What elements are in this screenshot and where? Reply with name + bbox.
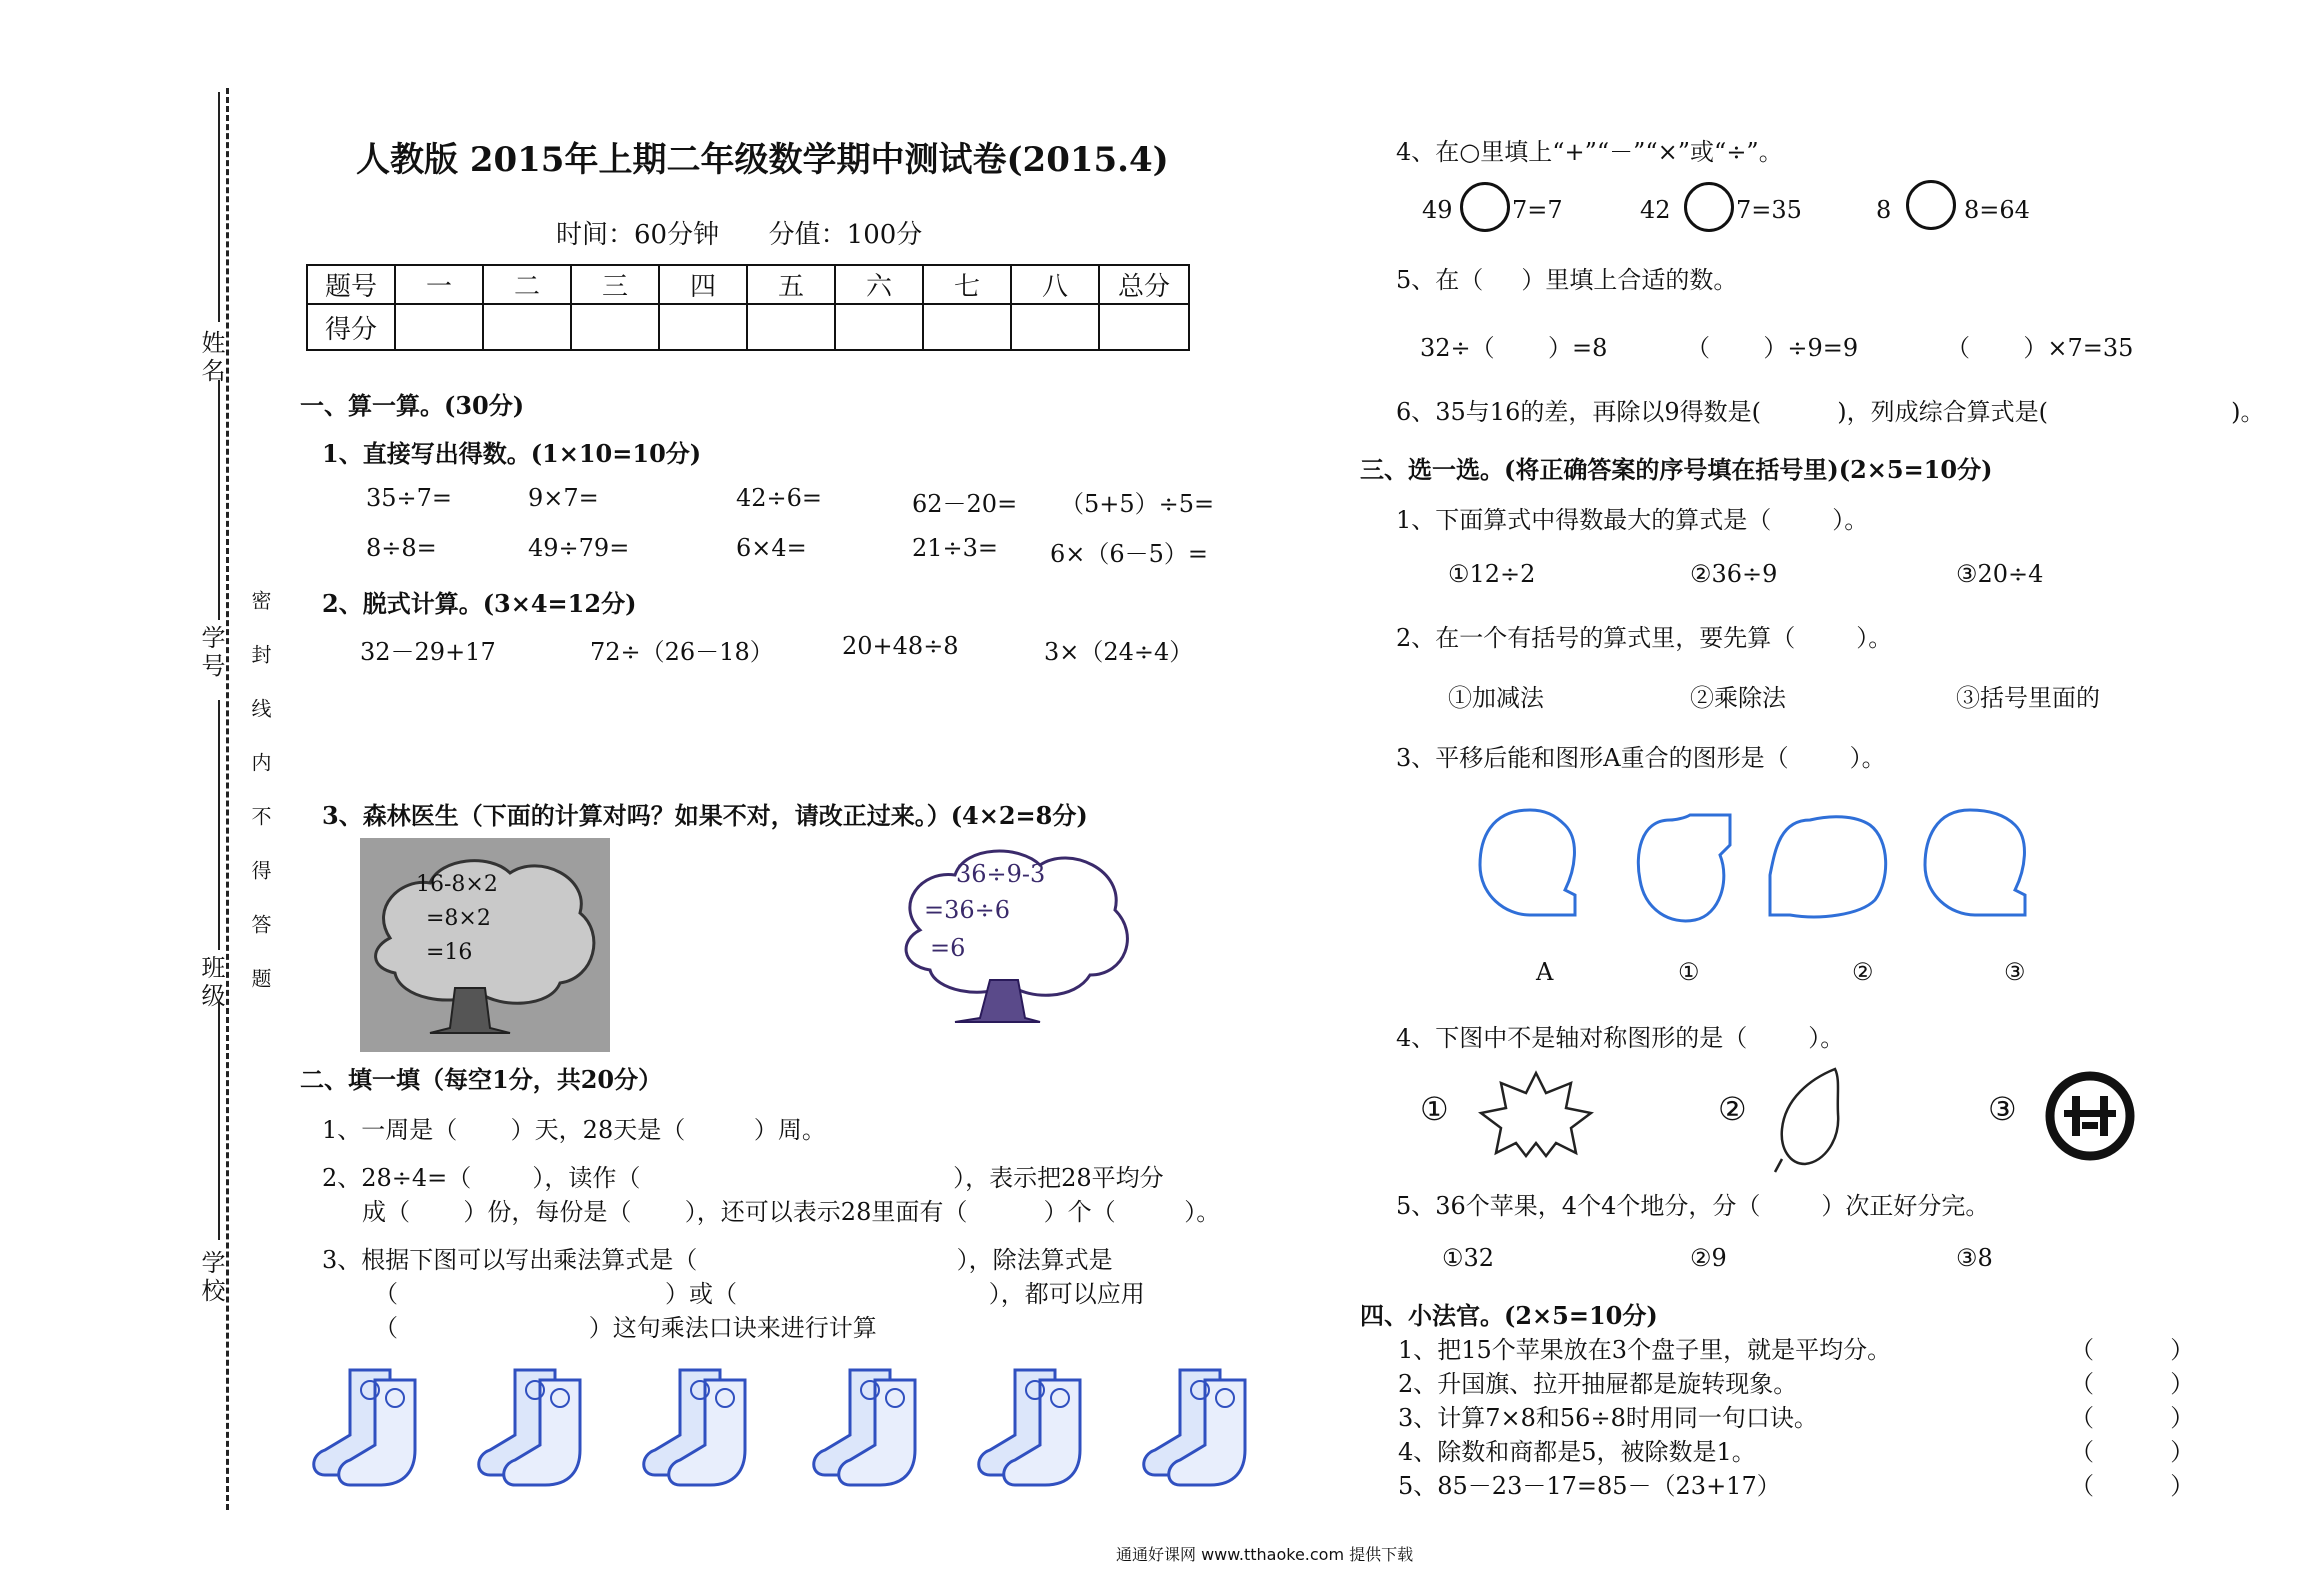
section2-title: 二、填一填（每空1分，共20分） (300, 1065, 663, 1094)
score-label-cell: 得分 (307, 304, 395, 350)
section4-title: 四、小法官。(2×5=10分) (1360, 1301, 1658, 1330)
seal-text: 密封线内不得答题 (248, 590, 272, 1022)
score-cell: 八 (1011, 265, 1099, 304)
s3-q1-title: 1、下面算式中得数最大的算式是（ ）。 (1396, 506, 1869, 534)
s3-q4-title: 4、下图中不是轴对称图形的是（ ）。 (1396, 1024, 1845, 1052)
r-q5-title: 5、在（ ）里填上合适的数。 (1396, 266, 1738, 294)
score-cell: 三 (571, 265, 659, 304)
tree2-line: =36÷6 (924, 896, 1011, 924)
shape-3-icon (1925, 810, 2025, 915)
s3-q3-label[interactable]: ② (1852, 958, 1874, 986)
score-input-cell[interactable] (483, 304, 571, 350)
shape-1-icon (1638, 815, 1730, 921)
s4-answer-bracket[interactable]: （ ） (2070, 1336, 2195, 1364)
id-label: 学号 (197, 625, 225, 681)
s4-item: 4、除数和商都是5，被除数是1。 (1398, 1438, 1756, 1466)
score-cell: 一 (395, 265, 483, 304)
r-q4-a: 8 (1876, 196, 1892, 224)
s1-q2-title: 2、脱式计算。(3×4=12分) (322, 589, 637, 618)
score-cell: 总分 (1099, 265, 1189, 304)
s3-q2-opt[interactable]: ①加减法 (1448, 684, 1544, 712)
r-q5-item: 32÷（ ）=8 (1420, 334, 1608, 362)
score-input-cell[interactable] (747, 304, 835, 350)
score-cell: 六 (835, 265, 923, 304)
s2-q1: 1、一周是（ ）天，28天是（ ）周。 (322, 1116, 826, 1144)
s3-q5-opt[interactable]: ①32 (1442, 1244, 1495, 1272)
s4-answer-bracket[interactable]: （ ） (2070, 1472, 2195, 1500)
score-cell: 题号 (307, 265, 395, 304)
s1-q1-r2-a: 8÷8= (366, 534, 437, 562)
name-field-line[interactable] (218, 92, 220, 322)
s3-q5-opt[interactable]: ②9 (1690, 1244, 1727, 1272)
tree2-line: 36÷9-3 (956, 860, 1046, 888)
s3-q1-opt[interactable]: ③20÷4 (1956, 560, 2044, 588)
score-input-cell[interactable] (571, 304, 659, 350)
s3-q2-opt[interactable]: ②乘除法 (1690, 684, 1786, 712)
sock-pair-icon (314, 1370, 415, 1485)
tree1-line: =16 (426, 940, 473, 965)
s3-q3-label[interactable]: ③ (2004, 958, 2026, 986)
operator-circle-input[interactable] (1460, 182, 1510, 232)
tree1-image (360, 838, 610, 1052)
s3-q1-opt[interactable]: ②36÷9 (1690, 560, 1778, 588)
tree1-line: =8×2 (426, 906, 491, 931)
id-field-line[interactable] (218, 380, 220, 620)
section3-title: 三、选一选。(将正确答案的序号填在括号里)(2×5=10分) (1360, 455, 1993, 484)
s3-q3-title: 3、平移后能和图形A重合的图形是（ ）。 (1396, 744, 1886, 772)
r-q4-a: 42 (1640, 196, 1671, 224)
r-q4-b: 8=64 (1964, 196, 2030, 224)
r-q5-item: （ ）÷9=9 (1686, 334, 1859, 362)
score-table-header-row (307, 265, 1189, 304)
school-field-line[interactable] (218, 1000, 220, 1240)
s1-q1-r2-b: 49÷79= (528, 534, 630, 562)
s2-q3c: （ ）这句乘法口诀来进行计算 (374, 1314, 877, 1342)
score-input-cell[interactable] (659, 304, 747, 350)
s4-item: 2、升国旗、拉开抽屉都是旋转现象。 (1398, 1370, 1798, 1398)
class-field-line[interactable] (218, 700, 220, 950)
s3-q4-label[interactable]: ③ (1988, 1090, 2017, 1128)
footer-credit: 通通好课网 www.tthaoke.com 提供下载 (1116, 1545, 1414, 1564)
score-input-cell[interactable] (395, 304, 483, 350)
s3-q5-opt[interactable]: ③8 (1956, 1244, 1993, 1272)
s2-q3a: 3、根据下图可以写出乘法算式是（ ），除法算式是 (322, 1246, 1113, 1274)
s1-q1-r2-d: 21÷3= (912, 534, 999, 562)
s4-item: 3、计算7×8和56÷8时用同一句口诀。 (1398, 1404, 1818, 1432)
s1-q2-item: 72÷（26－18） (590, 638, 774, 666)
s4-answer-bracket[interactable]: （ ） (2070, 1370, 2195, 1398)
r-q4-b: 7=7 (1512, 196, 1563, 224)
s3-q5-title: 5、36个苹果，4个4个地分，分（ ）次正好分完。 (1396, 1192, 1990, 1220)
s4-item: 5、85－23－17=85－（23+17） (1398, 1472, 1781, 1500)
s2-q2a: 2、28÷4=（ ），读作（ ），表示把28平均分 (322, 1164, 1164, 1192)
tree2-line: =6 (930, 934, 966, 962)
page-subtitle: 时间：60分钟 分值：100分 (556, 220, 923, 250)
score-table-score-row (307, 304, 1189, 350)
score-input-cell[interactable] (1099, 304, 1189, 350)
s1-q3-title: 3、森林医生（下面的计算对吗？如果不对，请改正过来。）(4×2=8分) (322, 801, 1088, 830)
s1-q1-r2-e: 6×（6－5）= (1050, 540, 1209, 568)
s1-q2-item: 3×（24÷4） (1044, 638, 1194, 666)
r-q4-b: 7=35 (1736, 196, 1802, 224)
s3-q3-label[interactable]: ① (1678, 958, 1700, 986)
s3-q4-label[interactable]: ① (1420, 1090, 1449, 1128)
s4-item: 1、把15个苹果放在3个盘子里，就是平均分。 (1398, 1336, 1892, 1364)
translation-shapes (1470, 800, 2090, 930)
score-cell: 二 (483, 265, 571, 304)
shape-2-icon (1770, 817, 1886, 917)
section1-title: 一、算一算。(30分) (300, 391, 525, 420)
score-cell: 五 (747, 265, 835, 304)
socks-illustration (310, 1350, 1300, 1500)
maple-leaf-icon (1476, 1068, 1596, 1158)
s1-q1-r1-d: 62－20= (912, 490, 1018, 518)
school-label: 学校 (197, 1250, 225, 1306)
s3-q4-label[interactable]: ② (1718, 1090, 1747, 1128)
s3-q1-opt[interactable]: ①12÷2 (1448, 560, 1536, 588)
tree1-line: 16-8×2 (416, 872, 498, 897)
score-cell: 四 (659, 265, 747, 304)
score-input-cell[interactable] (923, 304, 1011, 350)
r-q4-a: 49 (1422, 196, 1453, 224)
r-q5-item: （ ）×7=35 (1946, 334, 2134, 362)
s1-q1-title: 1、直接写出得数。(1×10=10分) (322, 439, 702, 468)
r-q4-title: 4、在○里填上“+”“－”“×”或“÷”。 (1396, 138, 1783, 166)
class-label: 班级 (197, 955, 225, 1011)
page-title: 人教版 2015年上期二年级数学期中测试卷(2015.4) (356, 140, 1169, 180)
s1-q1-r1-c: 42÷6= (736, 484, 823, 512)
r-q6: 6、35与16的差，再除以9得数是( )，列成综合算式是( )。 (1396, 398, 2265, 426)
score-cell: 七 (923, 265, 1011, 304)
s1-q2-item: 32－29+17 (360, 638, 496, 666)
operator-circle-input[interactable] (1906, 180, 1956, 230)
s1-q2-item: 20+48÷8 (842, 632, 959, 660)
s2-q3b: （ ）或（ ），都可以应用 (374, 1280, 1145, 1308)
s1-q1-r1-e: （5+5）÷5= (1060, 490, 1215, 518)
name-label: 姓名 (197, 330, 225, 386)
score-input-cell[interactable] (1011, 304, 1099, 350)
bank-logo-icon (2044, 1070, 2136, 1162)
operator-circle-input[interactable] (1684, 182, 1734, 232)
s2-q2b: 成（ ）份，每份是（ ），还可以表示28里面有（ ）个（ ）。 (362, 1198, 1221, 1226)
leaf-icon (1770, 1064, 1850, 1174)
score-table (306, 264, 1190, 351)
s3-q2-opt[interactable]: ③括号里面的 (1956, 684, 2100, 712)
score-input-cell[interactable] (835, 304, 923, 350)
s3-q2-title: 2、在一个有括号的算式里，要先算（ ）。 (1396, 624, 1893, 652)
s1-q1-r2-c: 6×4= (736, 534, 807, 562)
tree1-drawing (360, 838, 610, 1052)
s1-q1-r1-b: 9×7= (528, 484, 599, 512)
s3-q3-label: A (1536, 958, 1554, 986)
shape-a-icon (1480, 810, 1575, 915)
s4-answer-bracket[interactable]: （ ） (2070, 1438, 2195, 1466)
s4-answer-bracket[interactable]: （ ） (2070, 1404, 2195, 1432)
s1-q1-r1-a: 35÷7= (366, 484, 453, 512)
